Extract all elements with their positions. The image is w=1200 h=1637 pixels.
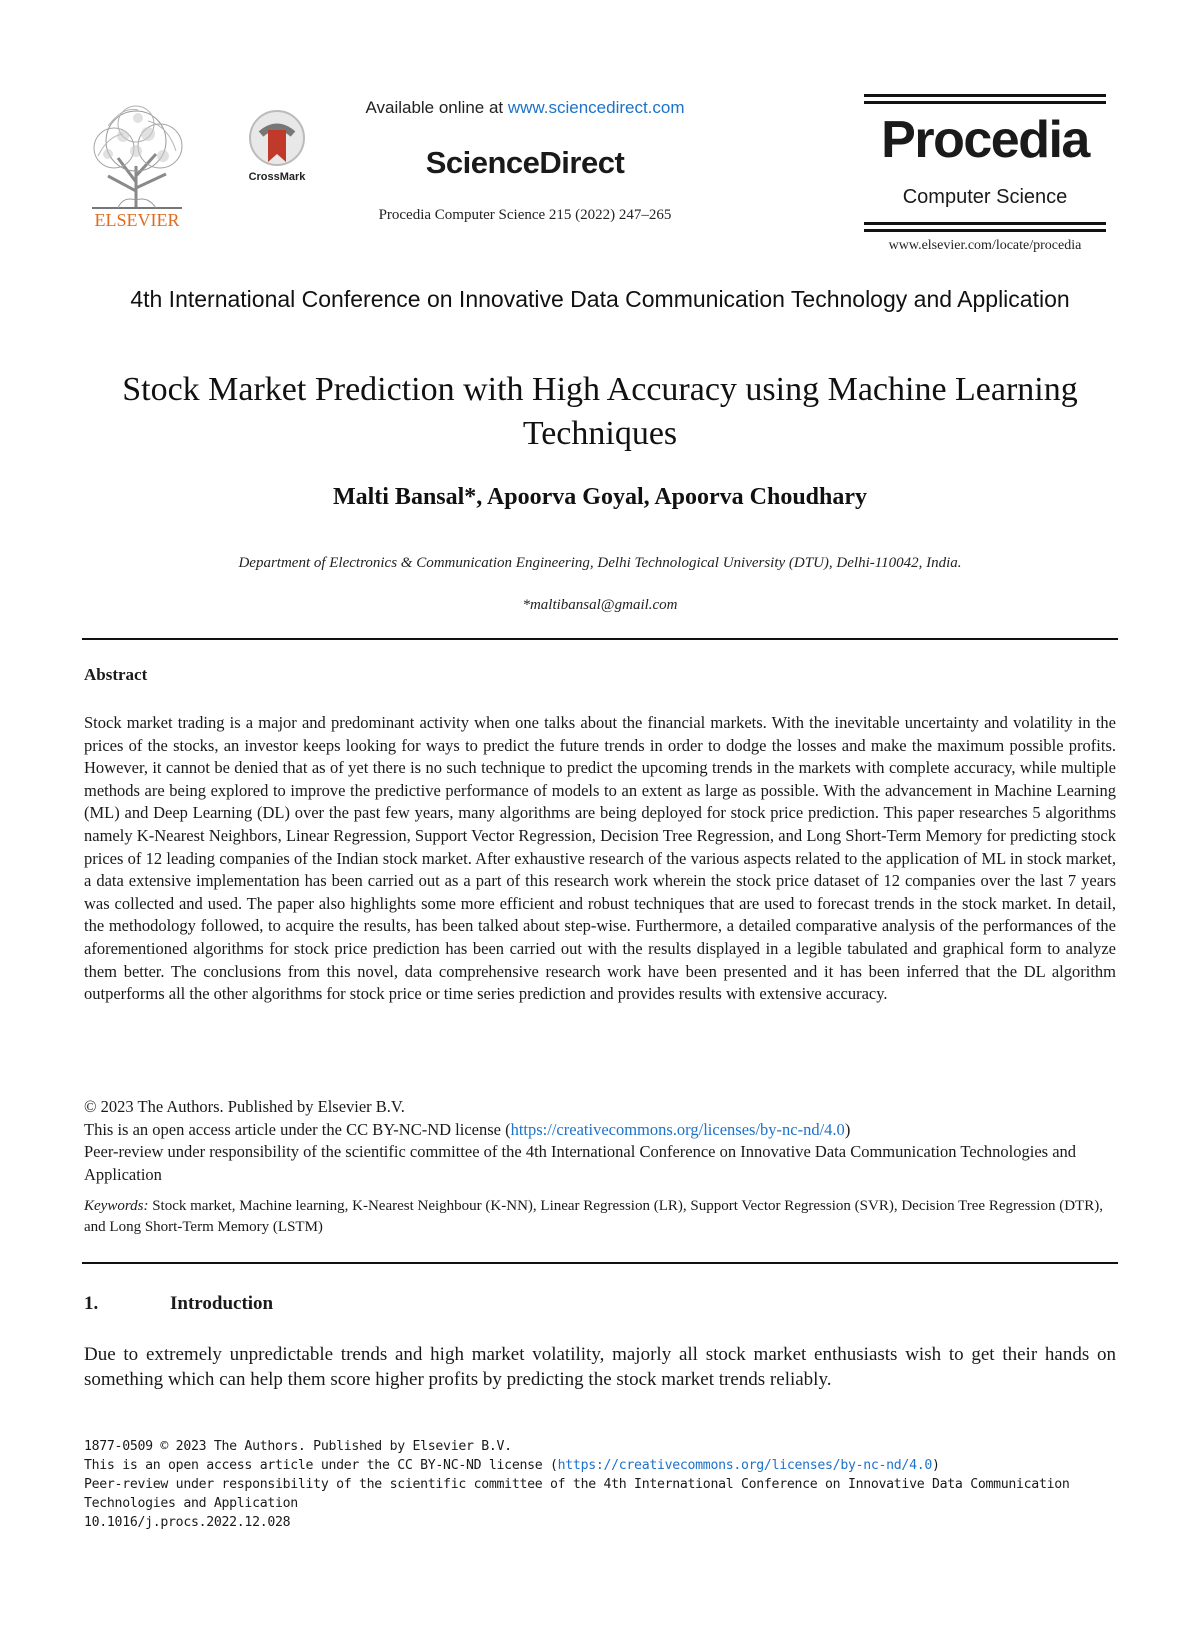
author-list: Malti Bansal*, Apoorva Goyal, Apoorva Choudhary	[332, 484, 868, 510]
sciencedirect-wordmark: ScienceDirect	[425, 145, 625, 180]
section-heading: Introduction	[170, 1293, 274, 1314]
crossmark-logo[interactable]	[240, 108, 314, 184]
introduction-body: Due to extremely unpredictable trends and high market volatility, majorly all stock market enthusiasts wish to get their hands on something which can help them score higher profits by predicting the stock market trends reliably.	[84, 1344, 1116, 1390]
open-access-line: This is an open access article under the CC BY-NC-ND license (https://creativecommons.org/licenses/by-nc-nd/4.0)	[84, 1119, 851, 1139]
corresponding-email[interactable]: *maltibansal@gmail.com	[522, 597, 678, 613]
section-number: 1.	[84, 1293, 99, 1314]
conference-name: 4th International Conference on Innovative Data Communication Technology and Application	[130, 286, 1070, 312]
divider-top	[82, 638, 1118, 640]
peer-review-line: Peer-review under responsibility of the scientific committee of the 4th International Conference on Innovative Data Communication Technologies and Application	[84, 1142, 1077, 1184]
paper-title: Stock Market Prediction with High Accuracy using Machine Learning Techniques	[122, 371, 1078, 452]
footer-peer-review-1: Peer-review under responsibility of the scientific committee of the 4th International Conference on Innovative Data Communication	[84, 1477, 1070, 1492]
affiliation: Department of Electronics & Communication Engineering, Delhi Technological University (DTU), Delhi-110042, India.	[238, 555, 962, 571]
crossmark-label: CrossMark	[248, 171, 306, 183]
license-block	[84, 1096, 1116, 1186]
elsevier-logo	[78, 96, 196, 234]
journal-url[interactable]: www.elsevier.com/locate/procedia	[888, 238, 1082, 253]
abstract-body: Stock market trading is a major and predominant activity when one talks about the financial markets. With the inevitable uncertainty and volatility in the prices of the stocks, an investor keeps looking for ways to predict the future trends in order to dodge the losses and make the maximum possible profits. However, it cannot be denied that as of yet there is no such technique to predict the upcoming trends in the markets with complete accuracy, while multiple methods are being explored to improve the predictive performance of models to an extent as large as possible. With the advancement in Machine Learning (ML) and Deep Learning (DL) over the past few years, many algorithms are being deployed for stock price prediction. This paper researches 5 algorithms namely K-Nearest Neighbors, Linear Regression, Support Vector Regression, Decision Tree Regression, and Long Short-Term Memory for predicting stock prices of 12 leading companies of the Indian stock market. After exhaustive research of the various aspects related to the application of ML in stock market, a data extensive implementation has been carried out as a part of this research work wherein the stock price dataset of 12 companies over the last 7 years was collected and used. The paper also highlights some more efficient and robust techniques that are used to forecast trends in the stock market. In detail, the methodology followed, to acquire the results, has been talked about step-wise. Furthermore, a detailed comparative analysis of the performances of the aforementioned algorithms for stock price prediction has been carried out with the results displayed in a legible tabulated and graphical form to analyze them better. The conclusions from this novel, data comprehensive research work have been presented and it has been inferred that the DL algorithm outperforms all the other algorithms for stock price or time series prediction and provides results with extensive accuracy.	[84, 713, 1116, 1004]
sciencedirect-link[interactable]: www.sciencedirect.com	[507, 98, 685, 117]
procedia-wordmark: Procedia	[881, 111, 1089, 169]
footer-license-link[interactable]: https://creativecommons.org/licenses/by-nc-nd/4.0	[557, 1458, 932, 1473]
procedia-logo	[864, 94, 1106, 234]
copyright-line: © 2023 The Authors. Published by Elsevier B.V.	[84, 1097, 405, 1116]
license-link[interactable]: https://creativecommons.org/licenses/by-nc-nd/4.0	[510, 1119, 845, 1139]
footer-issn: 1877-0509 © 2023 The Authors. Published by Elsevier B.V.	[84, 1439, 512, 1454]
footer	[84, 1437, 1116, 1532]
divider-bottom	[82, 1262, 1118, 1264]
elsevier-logo-text: ELSEVIER	[94, 210, 180, 230]
procedia-subtitle: Computer Science	[902, 186, 1068, 208]
keywords	[84, 1196, 1116, 1238]
footer-peer-review-2: Technologies and Application	[84, 1496, 298, 1511]
journal-reference: Procedia Computer Science 215 (2022) 247–265	[378, 207, 672, 223]
keywords-label: Keywords:	[84, 1198, 149, 1214]
keywords-text: Stock market, Machine learning, K-Nearest Neighbour (K-NN), Linear Regression (LR), Support Vector Regression (SVR), Decision Tree Regression (DTR), and Long Short-Term Memory (LSTM)	[84, 1198, 1103, 1235]
abstract-heading: Abstract	[84, 665, 148, 684]
available-prefix: Available online at	[365, 98, 508, 117]
footer-doi[interactable]: 10.1016/j.procs.2022.12.028	[84, 1515, 291, 1530]
footer-open-access: This is an open access article under the CC BY-NC-ND license (https://creativecommons.org/licenses/by-nc-nd/4.0)	[84, 1458, 940, 1473]
available-online	[330, 98, 720, 118]
